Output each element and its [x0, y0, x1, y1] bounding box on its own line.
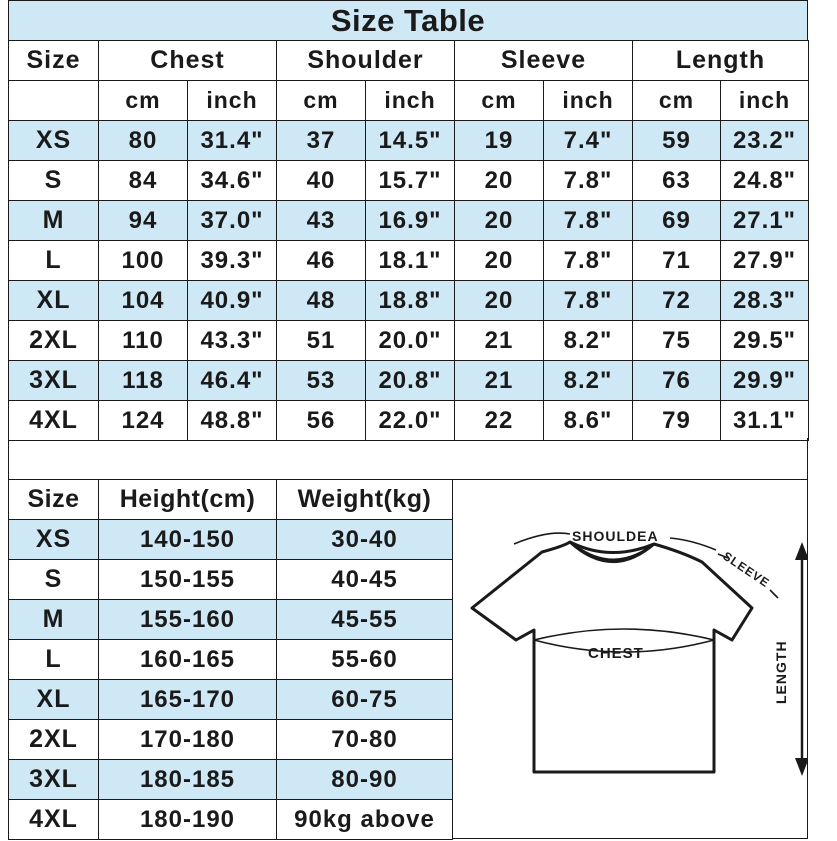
size-cell: S	[9, 161, 99, 201]
unit-header: cm	[277, 81, 366, 121]
unit-header: cm	[633, 81, 721, 121]
column-header: Chest	[99, 41, 277, 81]
height-cell: 180-185	[99, 760, 277, 800]
value-cell: 59	[633, 121, 721, 161]
length-label: LENGTH	[773, 640, 789, 704]
weight-cell: 30-40	[277, 520, 453, 560]
unit-header: cm	[99, 81, 188, 121]
value-cell: 79	[633, 401, 721, 441]
unit-header: inch	[188, 81, 277, 121]
value-cell: 7.8"	[544, 281, 633, 321]
value-cell: 69	[633, 201, 721, 241]
value-cell: 28.3"	[721, 281, 809, 321]
value-cell: 43	[277, 201, 366, 241]
unit-header: inch	[366, 81, 455, 121]
table-row	[9, 760, 453, 800]
value-cell: 16.9"	[366, 201, 455, 241]
value-cell: 8.6"	[544, 401, 633, 441]
size-table-header-row	[9, 41, 809, 81]
column-header: Shoulder	[277, 41, 455, 81]
value-cell: 39.3"	[188, 241, 277, 281]
value-cell: 80	[99, 121, 188, 161]
value-cell: 7.8"	[544, 241, 633, 281]
tshirt-illustration	[452, 480, 808, 840]
height-cell: 155-160	[99, 600, 277, 640]
value-cell: 7.8"	[544, 201, 633, 241]
value-cell: 29.9"	[721, 361, 809, 401]
weight-cell: 55-60	[277, 640, 453, 680]
weight-cell: 70-80	[277, 720, 453, 760]
size-cell: XL	[9, 680, 99, 720]
value-cell: 94	[99, 201, 188, 241]
value-cell: 21	[455, 321, 544, 361]
size-cell: M	[9, 201, 99, 241]
table-row	[9, 640, 453, 680]
size-cell: 4XL	[9, 800, 99, 840]
table-row	[9, 361, 809, 401]
table-row	[9, 121, 809, 161]
value-cell: 40.9"	[188, 281, 277, 321]
value-cell: 110	[99, 321, 188, 361]
value-cell: 23.2"	[721, 121, 809, 161]
height-cell: 140-150	[99, 520, 277, 560]
value-cell: 31.4"	[188, 121, 277, 161]
weight-cell: 80-90	[277, 760, 453, 800]
size-cell: XS	[9, 520, 99, 560]
size-cell: 2XL	[9, 720, 99, 760]
value-cell: 34.6"	[188, 161, 277, 201]
value-cell: 53	[277, 361, 366, 401]
column-header: Size	[9, 480, 99, 520]
value-cell: 63	[633, 161, 721, 201]
column-header: Length	[633, 41, 809, 81]
value-cell: 22	[455, 401, 544, 441]
table-row	[9, 401, 809, 441]
table-row	[9, 281, 809, 321]
column-header: Size	[9, 41, 99, 81]
hw-table-header-row	[9, 480, 453, 520]
size-cell: 2XL	[9, 321, 99, 361]
size-cell: 4XL	[9, 401, 99, 441]
value-cell: 100	[99, 241, 188, 281]
table-row	[9, 560, 453, 600]
height-cell: 150-155	[99, 560, 277, 600]
value-cell: 37.0"	[188, 201, 277, 241]
table-row	[9, 161, 809, 201]
value-cell: 7.8"	[544, 161, 633, 201]
weight-cell: 40-45	[277, 560, 453, 600]
value-cell: 46.4"	[188, 361, 277, 401]
value-cell: 15.7"	[366, 161, 455, 201]
size-chart	[8, 0, 808, 841]
value-cell: 40	[277, 161, 366, 201]
value-cell: 18.8"	[366, 281, 455, 321]
shoulder-label: SHOULDEA	[572, 528, 659, 544]
value-cell: 20	[455, 241, 544, 281]
column-header: Height(cm)	[99, 480, 277, 520]
value-cell: 51	[277, 321, 366, 361]
chest-label: CHEST	[588, 645, 644, 662]
value-cell: 48.8"	[188, 401, 277, 441]
weight-cell: 45-55	[277, 600, 453, 640]
weight-cell: 60-75	[277, 680, 453, 720]
value-cell: 20.0"	[366, 321, 455, 361]
size-cell: 3XL	[9, 760, 99, 800]
value-cell: 22.0"	[366, 401, 455, 441]
tshirt-outline-icon	[472, 542, 752, 772]
table-row	[9, 520, 453, 560]
value-cell: 14.5"	[366, 121, 455, 161]
value-cell: 8.2"	[544, 321, 633, 361]
value-cell: 29.5"	[721, 321, 809, 361]
value-cell: 20	[455, 161, 544, 201]
value-cell: 76	[633, 361, 721, 401]
value-cell: 7.4"	[544, 121, 633, 161]
size-measurement-table	[8, 40, 809, 441]
column-header: Weight(kg)	[277, 480, 453, 520]
unit-header: inch	[544, 81, 633, 121]
size-table-unit-row	[9, 81, 809, 121]
value-cell: 24.8"	[721, 161, 809, 201]
size-cell: M	[9, 600, 99, 640]
value-cell: 20	[455, 281, 544, 321]
value-cell: 21	[455, 361, 544, 401]
table-spacer	[8, 438, 808, 479]
value-cell: 72	[633, 281, 721, 321]
table-row	[9, 241, 809, 281]
value-cell: 46	[277, 241, 366, 281]
table-row	[9, 680, 453, 720]
empty-cell	[9, 81, 99, 121]
height-cell: 165-170	[99, 680, 277, 720]
value-cell: 84	[99, 161, 188, 201]
value-cell: 48	[277, 281, 366, 321]
size-cell: 3XL	[9, 361, 99, 401]
height-cell: 180-190	[99, 800, 277, 840]
value-cell: 31.1"	[721, 401, 809, 441]
size-table-title: Size Table	[8, 0, 808, 40]
height-cell: 160-165	[99, 640, 277, 680]
value-cell: 43.3"	[188, 321, 277, 361]
value-cell: 8.2"	[544, 361, 633, 401]
value-cell: 56	[277, 401, 366, 441]
tshirt-measurement-diagram	[452, 479, 808, 839]
value-cell: 75	[633, 321, 721, 361]
height-weight-table	[8, 479, 453, 840]
value-cell: 118	[99, 361, 188, 401]
size-cell: L	[9, 640, 99, 680]
column-header: Sleeve	[455, 41, 633, 81]
value-cell: 18.1"	[366, 241, 455, 281]
value-cell: 71	[633, 241, 721, 281]
value-cell: 27.1"	[721, 201, 809, 241]
size-cell: S	[9, 560, 99, 600]
size-cell: XS	[9, 121, 99, 161]
unit-header: cm	[455, 81, 544, 121]
table-row	[9, 201, 809, 241]
size-cell: L	[9, 241, 99, 281]
unit-header: inch	[721, 81, 809, 121]
value-cell: 104	[99, 281, 188, 321]
value-cell: 124	[99, 401, 188, 441]
value-cell: 37	[277, 121, 366, 161]
table-row	[9, 321, 809, 361]
height-cell: 170-180	[99, 720, 277, 760]
sleeve-label: SLEEVE	[720, 548, 773, 591]
size-cell: XL	[9, 281, 99, 321]
value-cell: 27.9"	[721, 241, 809, 281]
table-row	[9, 720, 453, 760]
value-cell: 20.8"	[366, 361, 455, 401]
value-cell: 19	[455, 121, 544, 161]
table-row	[9, 600, 453, 640]
value-cell: 20	[455, 201, 544, 241]
weight-cell: 90kg above	[277, 800, 453, 840]
table-row	[9, 800, 453, 840]
